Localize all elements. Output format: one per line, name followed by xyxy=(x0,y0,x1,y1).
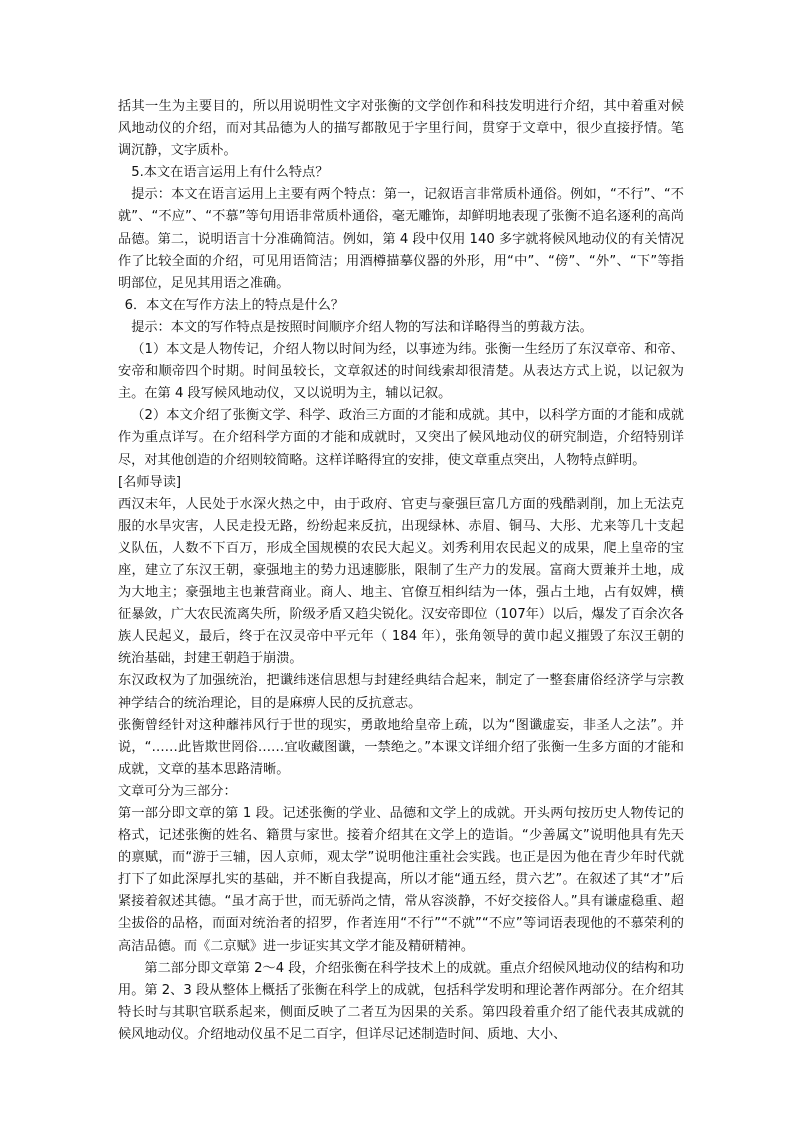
question-5: 5.本文在语言运用上有什么特点？ xyxy=(131,165,329,181)
section-heading-guide: [名师导读] xyxy=(118,474,182,490)
question-6: 6．本文在写作方法上的特点是什么？ xyxy=(124,297,344,313)
document-page xyxy=(118,96,684,1046)
answer-6-intro: 提示：本文的写作特点是按照时间顺序介绍人物的写法和详略得当的剪裁方法。 xyxy=(131,319,593,335)
paragraph-background: 西汉末年，人民处于水深火热之中，由于政府、官吏与豪强巨富几方面的残酷剥削，加上无法克服的水旱灾害，人民走投无路，纷纷起来反抗，出现绿林、赤眉、铜马、大彤、尤来等几十支起义队伍，人数不下百万，形成全国规模的农民大起义。刘秀利用农民起义的成果，爬上皇帝的宝座，建立了东汉王朝，豪强地主的势力迅速膨胀，限制了生产力的发展。富商大贾兼并土地，成为大地主；豪强地主也兼营商业。商人、地主、官僚互相纠结为一体，强占土地，占有奴婢，横征暴敛，广大农民流离失所，阶级矛盾又趋尖锐化。汉安帝即位（107年）以后，爆发了百余次各族人民起义，最后，终于在汉灵帝中平元年（ 184 年），张角领导的黄巾起义摧毁了东汉王朝的统治基础，封建王朝趋于崩溃。 xyxy=(118,496,684,667)
answer-5: 提示：本文在语言运用上主要有两个特点：第一，记叙语言非常质朴通俗。例如，“不行”、“不就”、“不应”、“不慕”等句用语非常质朴通俗，毫无雕饰，却鲜明地表现了张衡不追名逐利的高尚品德。第二，说明语言十分准确简洁。例如，第 4 段中仅用 140 多字就将候风地动仪的有关情况作了比较全面的介绍，可见用语简洁；用酒樽描摹仪器的外形，用“中”、“傍”、“外”、“下”等指明部位，足见其用语之准确。 xyxy=(118,187,684,291)
paragraph-zhang-heng-memorial: 张衡曾经针对这种蘼祎风行于世的现实，勇敢地给皇帝上疏，以为“图谶虚妄，非圣人之法”。并说，“……此皆欺世罔俗……宜收藏图谶，一禁绝之。”本课文详细介绍了张衡一生多方面的才能和成就，文章的基本思路清晰。 xyxy=(118,717,684,777)
paragraph-structure-intro: 文章可分为三部分： xyxy=(118,783,237,799)
paragraph-intro-continuation: 括其一生为主要目的，所以用说明性文字对张衡的文学创作和科技发明进行介绍，其中着重对候风地动仪的介绍，而对其品德为人的描写都散见于字里行间，贯穿于文章中，很少直接抒情。笔调沉静，文字质朴。 xyxy=(118,99,684,159)
answer-6-point-1: （1）本文是人物传记，介绍人物以时间为经，以事迹为纬。张衡一生经历了东汉章帝、和帝、安帝和顺帝四个时期。时间虽较长，文章叙述的时间线索却很清楚。从表达方式上说，以记叙为主。在第 4 段写候风地动仪，又以说明为主，辅以记叙。 xyxy=(118,342,684,402)
answer-6-point-2: （2）本文介绍了张衡文学、科学、政治三方面的才能和成就。其中，以科学方面的才能和成就作为重点详写。在介绍科学方面的才能和成就时，又突出了候风地动仪的研究制造，介绍特别详尽，对其他创造的介绍则较简略。这样详略得宜的安排，使文章重点突出，人物特点鲜明。 xyxy=(118,408,684,468)
paragraph-eastern-han: 东汉政权为了加强统治，把谶纬迷信思想与封建经典结合起来，制定了一整套庸俗经济学与宗教神学结合的统治理论，目的是麻痹人民的反抗意志。 xyxy=(118,673,684,711)
paragraph-part-1: 第一部分即文章的第 1 段。记述张衡的学业、品德和文学上的成就。开头两句按历史人物传记的格式，记述张衡的姓名、籍贯与家世。接着介绍其在文学上的造诣。“少善属文”说明他具有先天的禀赋，而“游于三辅，因人京师，观太学”说明他注重社会实践。也正是因为他在青少年时代就打下了如此深厚扎实的基础，并不断自我提高，所以才能“通五经，贯六艺”。在叙述了其“才”后紧接着叙述其德。“虽才高于世，而无骄尚之情，常从容淡静，不好交接俗人。”具有谦虚稳重、超尘拔俗的品格，而面对统治者的招罗，作者连用“不行”“不就”“不应”等词语表现他的不慕荣利的高洁品德。而《二京赋》进一步证实其文学才能及精研精神。 xyxy=(118,806,684,954)
paragraph-part-2: 第二部分即文章第 2～4 段，介绍张衡在科学技术上的成就。重点介绍候风地动仪的结构和功用。第 2、3 段从整体上概括了张衡在科学上的成就，包括科学发明和理论著作两部分。在介绍其特长时与其职官联系起来，侧面反映了二者互为因果的关系。第四段着重介绍了能代表其成就的候风地动仪。介绍地动仪虽不足二百字，但详尽记述制造时间、质地、大小、 xyxy=(118,960,684,1042)
